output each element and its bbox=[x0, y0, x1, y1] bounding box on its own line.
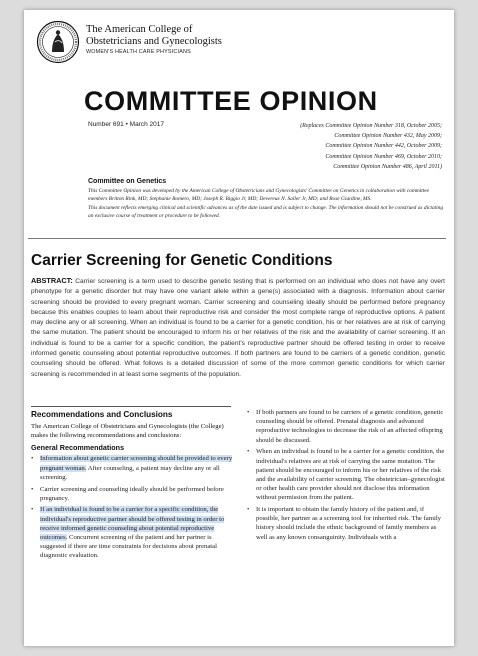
recommendations-intro: The American College of Obstetricians and Gynecologists (the College) makes the following recommendations and conclusions: bbox=[31, 423, 224, 440]
item-text: It is important to obtain the family history of the patient and, if possible, her partner as a screening tool for inherited risk. The family history should include the ethnic background of family members as well as any known consanguinity. Individuals with a bbox=[256, 506, 442, 541]
list-item bbox=[247, 408, 447, 445]
opinion-number: Number 691 • March 2017 bbox=[88, 121, 164, 128]
list-item bbox=[31, 505, 233, 560]
section-divider bbox=[28, 238, 446, 239]
replaces-line: Committee Opinion Number 442, October 2009; bbox=[325, 143, 442, 150]
bullet: • bbox=[247, 448, 250, 456]
replaces-list bbox=[300, 121, 442, 172]
org-tagline: WOMEN'S HEALTH CARE PHYSICIANS bbox=[86, 49, 191, 55]
bullet: • bbox=[31, 485, 34, 493]
acog-seal-icon bbox=[36, 20, 80, 64]
general-recommendations-heading: General Recommendations bbox=[31, 443, 125, 453]
item-text: When an individual is found to be a carrier for a genetic condition, the individual's relatives are at risk of carrying the same mutation. The patient should be encouraged to inform his or her relatives of the risk and the availability of carrier screening. The obstetrician–gynecologist or other health care provider should not disclose this information without permission from the patient. bbox=[256, 448, 445, 502]
abstract-text: Carrier screening is a term used to describe genetic testing that is performed on an individual who does not have any overt phenotype for a genetic disorder but may have one variant allele within a gene(s) associated with a diagnosis. Information about carrier screening should be provided to every pregnant woman. Carrier screening and counseling ideally should be performed before pregnancy because this enables couples to learn about their reproductive risk and consider the most complete range of reproductive options. A patient may decline any or all screening. When an individual is found to be a carrier for a genetic condition, his or her relatives are at risk of carrying the same mutation. The patient should be encouraged to inform his or her relatives of the risk and the availability of carrier screening. If an individual is found to be a carrier for a specific condition, the patient's reproductive partner should be offered testing in order to receive informed genetic counseling about potential reproductive outcomes. If both partners are found to be carriers of a genetic condition, genetic counseling should be offered. What follows is a detailed discussion of some of the more common genetic conditions for which carrier screening is recommended in at least some segments of the population. bbox=[31, 278, 445, 378]
list-item bbox=[247, 505, 447, 542]
highlighted-text[interactable]: If an individual is found to be a carrier for a specific condition, the individual's reproductive partner should be offered testing in order to receive informed genetic counseling about potential reproductive outcomes. bbox=[40, 506, 225, 542]
item-text: If both partners are found to be carriers of a genetic condition, genetic counseling should be offered. Prenatal diagnosis and advanced reproductive technologies to decrease the risk of an affected offspring should be discussed. bbox=[256, 409, 444, 444]
committee-heading: Committee on Genetics bbox=[88, 178, 167, 185]
article-title: Carrier Screening for Genetic Conditions bbox=[31, 252, 333, 269]
bullet: • bbox=[247, 409, 250, 416]
abstract-label: ABSTRACT: bbox=[31, 276, 73, 285]
disclaimer-para: This document reflects emerging clinical and scientific advances as of the date issued and is subject to change. The information should not be construed as dictating an exclusive course of treatment or procedure to be followed. bbox=[88, 205, 444, 219]
replaces-line: Committee Opinion Number 469, October 2010; bbox=[325, 153, 442, 160]
bullet: • bbox=[247, 506, 250, 514]
right-column bbox=[247, 408, 447, 544]
item-text: After counseling, a patient may decline any or all screening. bbox=[40, 464, 220, 481]
document-page bbox=[24, 10, 454, 646]
left-bullet-list bbox=[31, 454, 233, 560]
list-item bbox=[31, 454, 233, 482]
bullet: • bbox=[31, 506, 34, 514]
org-name-line-2: Obstetricians and Gynecologists bbox=[86, 35, 222, 47]
right-bullet-list bbox=[247, 408, 447, 542]
item-text: Concurrent screening of the patient and her partner is suggested if there are time constraints for decisions about prenatal diagnostic evaluation. bbox=[40, 534, 217, 560]
bullet: • bbox=[31, 455, 34, 463]
recommendations-heading: Recommendations and Conclusions bbox=[31, 410, 173, 419]
organization-name bbox=[86, 24, 222, 55]
highlighted-text[interactable]: Information about genetic carrier screening should be provided to every pregnant woman. bbox=[40, 455, 233, 472]
org-name-line-1: The American College of bbox=[86, 24, 193, 35]
committee-para: This Committee Opinion was developed by the American College of Obstetricians and Gynecologists' Committee on Genetics in collaboration with committee members Britton Rink, MD; Stephanie Romero, MD; Joseph R. Biggio Jr, MD; Devereux N. Saller Jr, MD; and Rose Giardine, MS. bbox=[88, 188, 430, 202]
abstract bbox=[31, 276, 445, 380]
left-column bbox=[31, 410, 233, 563]
replaces-line: Committee Opinion Number 486, April 2011) bbox=[333, 163, 442, 170]
committee-description bbox=[88, 188, 444, 222]
replaces-line: Committee Opinion Number 432, May 2009; bbox=[334, 133, 442, 140]
list-item bbox=[247, 447, 447, 502]
document-type-title: COMMITTEE OPINION bbox=[84, 86, 378, 116]
list-item bbox=[31, 485, 233, 503]
item-text: Carrier screening and counseling ideally should be performed before pregnancy. bbox=[40, 485, 224, 502]
replaces-line: (Replaces Committee Opinion Number 318, October 2005; bbox=[300, 123, 442, 129]
column-divider bbox=[31, 406, 231, 407]
